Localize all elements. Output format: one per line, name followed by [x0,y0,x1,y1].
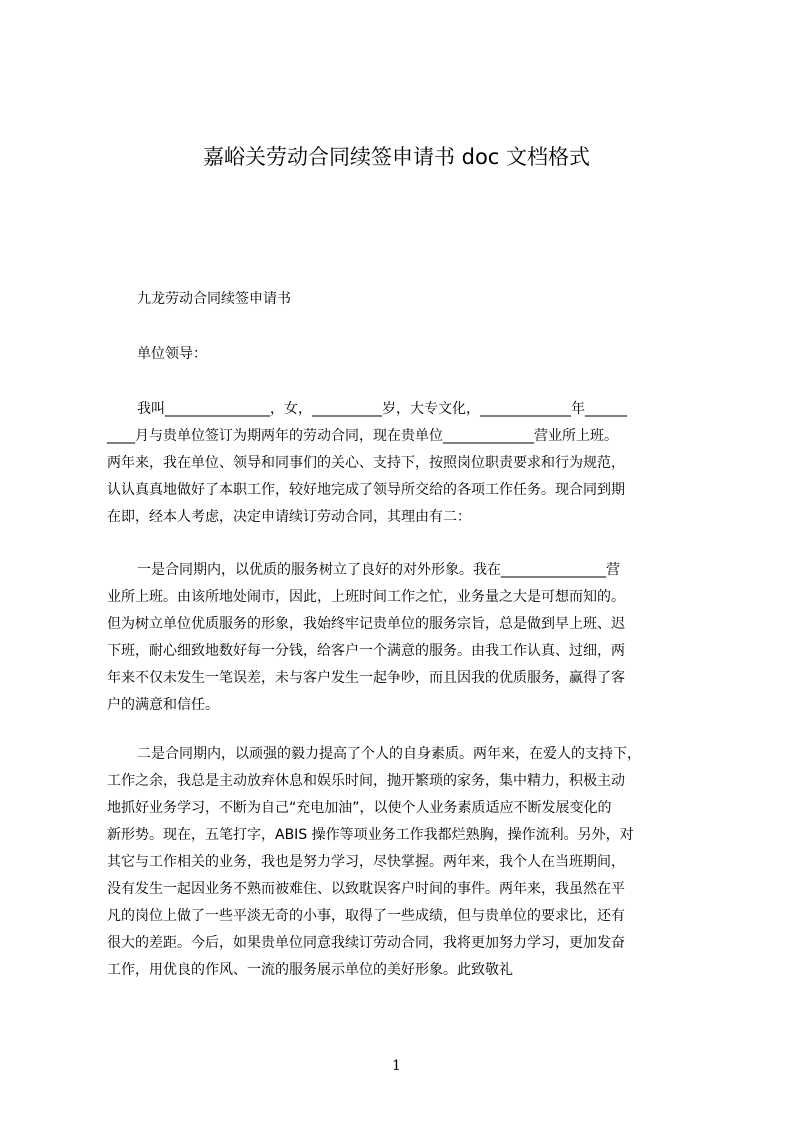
paragraph-line: 下班，耐心细致地数好每一分钱，给客户一个满意的服务。由我工作认真、过细，两 [107,643,625,659]
paragraph-line: 业所上班。由该所地处闹市，因此，上班时间工作之忙，业务量之大是可想而知的。 [107,589,625,605]
paragraph-line: 两年来，我在单位、领导和同事们的关心、支持下，按照岗位职责要求和行为规范， [107,455,625,471]
letter-heading: 九龙劳动合同续签申请书 [137,291,291,307]
paragraph-line: 地抓好业务学习，不断为自己“充电加油”，以使个人业务素质适应不断发展变化的 [107,800,612,816]
paragraph-line: 很大的差距。今后，如果贵单位同意我续订劳动合同，我将更加努力学习，更加发奋 [107,935,625,951]
paragraph-line: 户的满意和信任。 [107,697,219,713]
paragraph-line: 认认真真地做好了本职工作，较好地完成了领导所交给的各项工作任务。现合同到期 [107,482,625,498]
paragraph-line: 年来不仅未发生一笔误差，未与客户发生一起争吵，而且因我的优质服务，赢得了客 [107,670,625,686]
paragraph-line: 二是合同期内，以顽强的毅力提高了个人的自身素质。两年来，在爱人的支持下， [137,746,641,762]
paragraph-line: 没有发生一起因业务不熟而被难住、以致耽误客户时间的事件。两年来，我虽然在平 [107,881,625,897]
paragraph-line: 在即，经本人考虑，决定申请续订劳动合同，其理由有二： [107,509,471,525]
paragraph-line: ____月与贵单位签订为期两年的劳动合同，现在贵单位_____________营业所上班。 [107,428,618,444]
paragraph-line: 我叫_______________，女，__________岁，大专文化，_____________年______ [137,401,627,417]
paragraph-line: 工作，用优良的作风、一流的服务展示单位的美好形象。此致敬礼 [107,962,513,978]
page-number: 1 [392,1058,401,1074]
paragraph-line: 但为树立单位优质服务的形象，我始终牢记贵单位的服务宗旨，总是做到早上班、迟 [107,616,625,632]
paragraph-line: 凡的岗位上做了一些平淡无奇的小事，取得了一些成绩，但与贵单位的要求比，还有 [107,908,625,924]
paragraph-line: 新形势。现在，五笔打字，ABIS 操作等项业务工作我都烂熟胸，操作流利。另外，对 [107,827,634,843]
paragraph-line: 工作之余，我总是主动放弃休息和娱乐时间，抛开繁琐的家务，集中精力，积极主动 [107,773,625,789]
paragraph-line: 一是合同期内，以优质的服务树立了良好的对外形象。我在_______________营 [137,562,620,578]
document-title: 嘉峪关劳动合同续签申请书 doc 文档格式 [202,145,591,169]
salutation: 单位领导： [137,346,207,362]
paragraph-line: 其它与工作相关的业务，我也是努力学习，尽快掌握。两年来，我个人在当班期间， [107,854,625,870]
